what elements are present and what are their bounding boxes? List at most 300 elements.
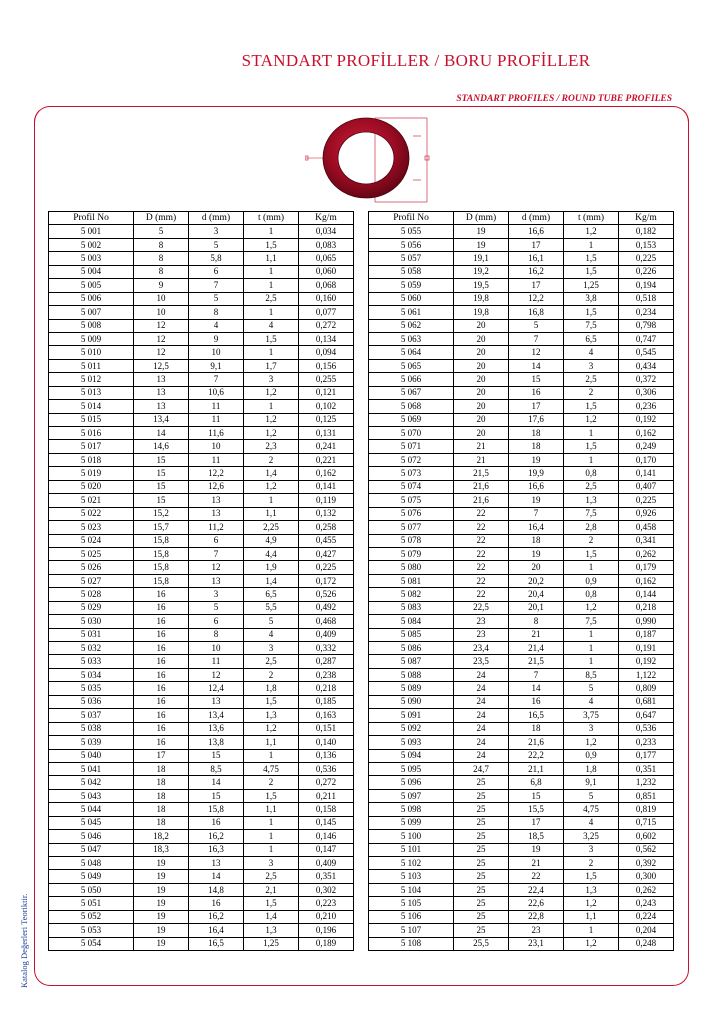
cell-thickness: 1,5	[244, 695, 299, 708]
cell-thickness: 1	[244, 279, 299, 292]
cell-inner-diameter: 22,8	[509, 910, 564, 923]
cell-profile-no: 5 032	[49, 642, 134, 655]
cell-thickness: 2	[564, 534, 619, 547]
table-row	[369, 494, 674, 507]
cell-thickness: 2	[564, 386, 619, 399]
cell-inner-diameter: 11	[189, 655, 244, 668]
cell-profile-no: 5 080	[369, 561, 454, 574]
cell-profile-no: 5 044	[49, 803, 134, 816]
cell-inner-diameter: 5	[189, 601, 244, 614]
cell-weight: 0,163	[299, 709, 354, 722]
cell-thickness: 2,25	[244, 521, 299, 534]
cell-profile-no: 5 104	[369, 883, 454, 896]
cell-inner-diameter: 12,4	[189, 682, 244, 695]
cell-profile-no: 5 082	[369, 588, 454, 601]
cell-thickness: 7,5	[564, 615, 619, 628]
round-tube-icon	[305, 112, 435, 210]
cell-weight: 0,238	[299, 668, 354, 681]
cell-inner-diameter: 16	[509, 695, 564, 708]
cell-weight: 0,243	[619, 897, 674, 910]
cell-weight: 0,131	[299, 427, 354, 440]
cell-outer-diameter: 19	[134, 857, 189, 870]
cell-inner-diameter: 13	[189, 857, 244, 870]
cell-outer-diameter: 8	[134, 265, 189, 278]
cell-inner-diameter: 20,2	[509, 574, 564, 587]
cell-outer-diameter: 22	[454, 588, 509, 601]
table-row	[49, 561, 354, 574]
cell-outer-diameter: 19,8	[454, 306, 509, 319]
table-row	[49, 225, 354, 238]
cell-thickness: 2	[244, 453, 299, 466]
cell-thickness: 1	[244, 816, 299, 829]
cell-outer-diameter: 16	[134, 655, 189, 668]
cell-weight: 0,518	[619, 292, 674, 305]
table-row	[369, 306, 674, 319]
cell-profile-no: 5 068	[369, 400, 454, 413]
cell-profile-no: 5 097	[369, 789, 454, 802]
header-profile-no: Profil No	[369, 212, 454, 225]
cell-outer-diameter: 24	[454, 736, 509, 749]
table-row	[49, 319, 354, 332]
cell-outer-diameter: 24,7	[454, 762, 509, 775]
header-weight: Kg/m	[619, 212, 674, 225]
cell-outer-diameter: 25	[454, 803, 509, 816]
cell-weight: 0,351	[619, 762, 674, 775]
cell-profile-no: 5 062	[369, 319, 454, 332]
cell-profile-no: 5 103	[369, 870, 454, 883]
cell-profile-no: 5 014	[49, 400, 134, 413]
cell-weight: 0,262	[619, 547, 674, 560]
cell-inner-diameter: 11,2	[189, 521, 244, 534]
cell-outer-diameter: 20	[454, 427, 509, 440]
cell-weight: 0,204	[619, 924, 674, 937]
cell-weight: 0,158	[299, 803, 354, 816]
cell-profile-no: 5 051	[49, 897, 134, 910]
cell-thickness: 1,8	[244, 682, 299, 695]
cell-thickness: 1,2	[244, 427, 299, 440]
cell-inner-diameter: 16	[509, 386, 564, 399]
cell-thickness: 1,5	[244, 789, 299, 802]
cell-weight: 0,187	[619, 628, 674, 641]
cell-profile-no: 5 004	[49, 265, 134, 278]
cell-thickness: 1,5	[564, 870, 619, 883]
table-row	[369, 883, 674, 896]
cell-thickness: 1,25	[564, 279, 619, 292]
cell-profile-no: 5 105	[369, 897, 454, 910]
cell-weight: 0,747	[619, 332, 674, 345]
cell-weight: 0,192	[619, 655, 674, 668]
cell-inner-diameter: 4	[189, 319, 244, 332]
table-row	[49, 547, 354, 560]
cell-inner-diameter: 10	[189, 642, 244, 655]
cell-profile-no: 5 031	[49, 628, 134, 641]
cell-weight: 0,223	[299, 897, 354, 910]
table-row	[369, 400, 674, 413]
cell-profile-no: 5 028	[49, 588, 134, 601]
table-row	[369, 668, 674, 681]
table-row	[369, 480, 674, 493]
table-row	[49, 924, 354, 937]
table-row	[369, 830, 674, 843]
cell-outer-diameter: 14	[134, 427, 189, 440]
cell-profile-no: 5 108	[369, 937, 454, 950]
cell-weight: 0,156	[299, 359, 354, 372]
cell-profile-no: 5 078	[369, 534, 454, 547]
cell-inner-diameter: 16,4	[509, 521, 564, 534]
cell-outer-diameter: 24	[454, 709, 509, 722]
cell-thickness: 2,8	[564, 521, 619, 534]
cell-outer-diameter: 22	[454, 574, 509, 587]
cell-weight: 0,141	[619, 467, 674, 480]
table-row	[369, 722, 674, 735]
cell-inner-diameter: 13	[189, 507, 244, 520]
cell-inner-diameter: 16,6	[509, 225, 564, 238]
cell-inner-diameter: 12	[509, 346, 564, 359]
table-row	[369, 413, 674, 426]
cell-outer-diameter: 15,8	[134, 534, 189, 547]
cell-weight: 0,172	[299, 574, 354, 587]
cell-inner-diameter: 19,9	[509, 467, 564, 480]
table-row	[49, 722, 354, 735]
cell-weight: 0,300	[619, 870, 674, 883]
cell-inner-diameter: 6,8	[509, 776, 564, 789]
table-row	[49, 279, 354, 292]
table-row	[49, 883, 354, 896]
cell-profile-no: 5 050	[49, 883, 134, 896]
cell-profile-no: 5 067	[369, 386, 454, 399]
cell-inner-diameter: 17,6	[509, 413, 564, 426]
table-row	[49, 682, 354, 695]
table-row	[49, 776, 354, 789]
cell-inner-diameter: 16,2	[509, 265, 564, 278]
cell-thickness: 0,8	[564, 467, 619, 480]
cell-outer-diameter: 20	[454, 332, 509, 345]
cell-weight: 0,249	[619, 440, 674, 453]
cell-inner-diameter: 14	[189, 870, 244, 883]
cell-outer-diameter: 22	[454, 547, 509, 560]
cell-outer-diameter: 18	[134, 816, 189, 829]
cell-weight: 0,162	[299, 467, 354, 480]
cell-inner-diameter: 12,2	[189, 467, 244, 480]
cell-outer-diameter: 19	[134, 924, 189, 937]
cell-outer-diameter: 24	[454, 682, 509, 695]
cell-inner-diameter: 10	[189, 440, 244, 453]
cell-weight: 0,526	[299, 588, 354, 601]
table-row	[369, 655, 674, 668]
table-row	[369, 252, 674, 265]
table-row	[49, 453, 354, 466]
cell-outer-diameter: 15	[134, 480, 189, 493]
cell-outer-diameter: 16	[134, 736, 189, 749]
cell-profile-no: 5 027	[49, 574, 134, 587]
cell-outer-diameter: 20	[454, 386, 509, 399]
cell-weight: 0,647	[619, 709, 674, 722]
cell-weight: 0,562	[619, 843, 674, 856]
cell-inner-diameter: 14	[509, 359, 564, 372]
cell-profile-no: 5 083	[369, 601, 454, 614]
cell-profile-no: 5 002	[49, 238, 134, 251]
cell-profile-no: 5 094	[369, 749, 454, 762]
cell-thickness: 1,9	[244, 561, 299, 574]
cell-outer-diameter: 20	[454, 373, 509, 386]
table-row	[369, 521, 674, 534]
table-row	[369, 453, 674, 466]
cell-thickness: 2,3	[244, 440, 299, 453]
cell-inner-diameter: 6	[189, 615, 244, 628]
cell-thickness: 1,2	[244, 413, 299, 426]
table-row	[369, 776, 674, 789]
table-row	[369, 749, 674, 762]
cell-thickness: 1	[564, 924, 619, 937]
cell-thickness: 1	[564, 427, 619, 440]
cell-weight: 0,407	[619, 480, 674, 493]
cell-weight: 0,241	[299, 440, 354, 453]
cell-profile-no: 5 090	[369, 695, 454, 708]
table-row	[369, 682, 674, 695]
cell-thickness: 1,5	[564, 306, 619, 319]
cell-inner-diameter: 16,4	[189, 924, 244, 937]
table-row	[49, 655, 354, 668]
cell-weight: 0,119	[299, 494, 354, 507]
cell-profile-no: 5 049	[49, 870, 134, 883]
cell-outer-diameter: 12,5	[134, 359, 189, 372]
cell-weight: 0,121	[299, 386, 354, 399]
cell-thickness: 1	[564, 642, 619, 655]
cell-thickness: 1,5	[564, 547, 619, 560]
cell-thickness: 1	[564, 628, 619, 641]
cell-inner-diameter: 15	[189, 789, 244, 802]
cell-profile-no: 5 072	[369, 453, 454, 466]
cell-profile-no: 5 053	[49, 924, 134, 937]
table-row	[49, 843, 354, 856]
cell-inner-diameter: 21,4	[509, 642, 564, 655]
cell-inner-diameter: 17	[509, 279, 564, 292]
table-row	[369, 816, 674, 829]
cell-outer-diameter: 20	[454, 346, 509, 359]
cell-inner-diameter: 21,1	[509, 762, 564, 775]
cell-profile-no: 5 016	[49, 427, 134, 440]
table-row	[369, 736, 674, 749]
cell-profile-no: 5 061	[369, 306, 454, 319]
cell-weight: 0,134	[299, 332, 354, 345]
cell-inner-diameter: 7	[189, 373, 244, 386]
cell-outer-diameter: 25	[454, 883, 509, 896]
cell-weight: 0,151	[299, 722, 354, 735]
cell-thickness: 3	[244, 857, 299, 870]
cell-weight: 0,192	[619, 413, 674, 426]
cell-inner-diameter: 17	[509, 816, 564, 829]
cell-outer-diameter: 25	[454, 924, 509, 937]
table-row	[369, 561, 674, 574]
cell-inner-diameter: 12	[189, 668, 244, 681]
cell-profile-no: 5 096	[369, 776, 454, 789]
header-inner-diameter: d (mm)	[509, 212, 564, 225]
cell-thickness: 1,8	[564, 762, 619, 775]
header-thickness: t (mm)	[244, 212, 299, 225]
cell-inner-diameter: 18	[509, 534, 564, 547]
table-row	[49, 897, 354, 910]
cell-outer-diameter: 16	[134, 668, 189, 681]
cell-outer-diameter: 19	[134, 910, 189, 923]
cell-thickness: 7,5	[564, 507, 619, 520]
cell-weight: 0,262	[619, 883, 674, 896]
cell-inner-diameter: 15	[189, 749, 244, 762]
cell-outer-diameter: 18	[134, 776, 189, 789]
cell-thickness: 4	[564, 346, 619, 359]
cell-inner-diameter: 13,4	[189, 709, 244, 722]
cell-thickness: 1,5	[564, 252, 619, 265]
table-row	[369, 346, 674, 359]
table-row	[49, 601, 354, 614]
cell-outer-diameter: 16	[134, 642, 189, 655]
table-row	[369, 937, 674, 950]
cell-inner-diameter: 17	[509, 238, 564, 251]
cell-inner-diameter: 19	[509, 494, 564, 507]
cell-thickness: 1	[244, 843, 299, 856]
cell-outer-diameter: 25	[454, 776, 509, 789]
cell-thickness: 4,4	[244, 547, 299, 560]
table-row	[369, 319, 674, 332]
table-row	[369, 547, 674, 560]
cell-thickness: 1	[244, 400, 299, 413]
table-row	[369, 279, 674, 292]
cell-outer-diameter: 19,1	[454, 252, 509, 265]
table-row	[49, 480, 354, 493]
table-row	[49, 830, 354, 843]
cell-profile-no: 5 088	[369, 668, 454, 681]
cell-thickness: 1	[564, 561, 619, 574]
header-thickness: t (mm)	[564, 212, 619, 225]
cell-profile-no: 5 023	[49, 521, 134, 534]
cell-inner-diameter: 20,1	[509, 601, 564, 614]
table-row	[49, 252, 354, 265]
cell-outer-diameter: 23	[454, 615, 509, 628]
table-row	[49, 910, 354, 923]
cell-weight: 0,602	[619, 830, 674, 843]
cell-profile-no: 5 015	[49, 413, 134, 426]
cell-weight: 0,189	[299, 937, 354, 950]
table-row	[49, 695, 354, 708]
cell-profile-no: 5 085	[369, 628, 454, 641]
cell-outer-diameter: 18,3	[134, 843, 189, 856]
table-row	[369, 265, 674, 278]
cell-thickness: 2	[244, 668, 299, 681]
cell-inner-diameter: 3	[189, 225, 244, 238]
cell-thickness: 3,75	[564, 709, 619, 722]
table-row	[49, 440, 354, 453]
cell-outer-diameter: 13	[134, 373, 189, 386]
cell-thickness: 1	[564, 453, 619, 466]
cell-inner-diameter: 6	[189, 265, 244, 278]
table-row	[49, 359, 354, 372]
cell-thickness: 1,2	[564, 736, 619, 749]
cell-profile-no: 5 066	[369, 373, 454, 386]
cell-weight: 0,221	[299, 453, 354, 466]
cell-outer-diameter: 24	[454, 668, 509, 681]
cell-thickness: 1,3	[564, 494, 619, 507]
cell-profile-no: 5 077	[369, 521, 454, 534]
cell-thickness: 1	[244, 346, 299, 359]
cell-inner-diameter: 13,8	[189, 736, 244, 749]
cell-thickness: 1,2	[564, 937, 619, 950]
cell-inner-diameter: 12,6	[189, 480, 244, 493]
cell-weight: 0,068	[299, 279, 354, 292]
cell-thickness: 1,4	[244, 910, 299, 923]
cell-outer-diameter: 25	[454, 830, 509, 843]
cell-inner-diameter: 15,8	[189, 803, 244, 816]
cell-thickness: 1	[244, 749, 299, 762]
cell-profile-no: 5 074	[369, 480, 454, 493]
table-row	[49, 789, 354, 802]
cell-thickness: 3	[564, 843, 619, 856]
cell-weight: 0,715	[619, 816, 674, 829]
cell-weight: 0,226	[619, 265, 674, 278]
table-row	[369, 588, 674, 601]
cell-inner-diameter: 18	[509, 722, 564, 735]
table-row	[49, 373, 354, 386]
table-row	[369, 762, 674, 775]
cell-thickness: 1,5	[244, 897, 299, 910]
cell-weight: 0,191	[619, 642, 674, 655]
cell-outer-diameter: 19	[454, 225, 509, 238]
cell-inner-diameter: 9,1	[189, 359, 244, 372]
cell-outer-diameter: 20	[454, 359, 509, 372]
cell-inner-diameter: 7	[189, 279, 244, 292]
cell-profile-no: 5 033	[49, 655, 134, 668]
table-row	[49, 937, 354, 950]
cell-inner-diameter: 22,4	[509, 883, 564, 896]
table-row	[49, 427, 354, 440]
table-row	[369, 897, 674, 910]
cell-inner-diameter: 21	[509, 857, 564, 870]
header-inner-diameter: d (mm)	[189, 212, 244, 225]
cell-outer-diameter: 25	[454, 816, 509, 829]
cell-weight: 0,196	[299, 924, 354, 937]
cell-thickness: 1	[564, 655, 619, 668]
cell-weight: 0,218	[299, 682, 354, 695]
cell-outer-diameter: 19,2	[454, 265, 509, 278]
cell-weight: 0,372	[619, 373, 674, 386]
cell-outer-diameter: 23	[454, 628, 509, 641]
table-row	[49, 521, 354, 534]
cell-outer-diameter: 25	[454, 910, 509, 923]
cell-profile-no: 5 007	[49, 306, 134, 319]
cell-weight: 0,341	[619, 534, 674, 547]
cell-weight: 0,094	[299, 346, 354, 359]
cell-profile-no: 5 046	[49, 830, 134, 843]
cell-thickness: 9,1	[564, 776, 619, 789]
cell-weight: 0,434	[619, 359, 674, 372]
cell-profile-no: 5 022	[49, 507, 134, 520]
cell-weight: 0,144	[619, 588, 674, 601]
cell-weight: 0,153	[619, 238, 674, 251]
cell-outer-diameter: 19,5	[454, 279, 509, 292]
cell-inner-diameter: 16	[189, 897, 244, 910]
table-header-row	[369, 212, 674, 225]
cell-outer-diameter: 5	[134, 225, 189, 238]
cell-inner-diameter: 23	[509, 924, 564, 937]
cell-profile-no: 5 057	[369, 252, 454, 265]
cell-inner-diameter: 7	[509, 332, 564, 345]
cell-profile-no: 5 035	[49, 682, 134, 695]
table-row	[369, 870, 674, 883]
cell-profile-no: 5 025	[49, 547, 134, 560]
cell-outer-diameter: 16	[134, 682, 189, 695]
cell-profile-no: 5 047	[49, 843, 134, 856]
table-row	[369, 642, 674, 655]
cell-thickness: 1,25	[244, 937, 299, 950]
cell-thickness: 4,9	[244, 534, 299, 547]
